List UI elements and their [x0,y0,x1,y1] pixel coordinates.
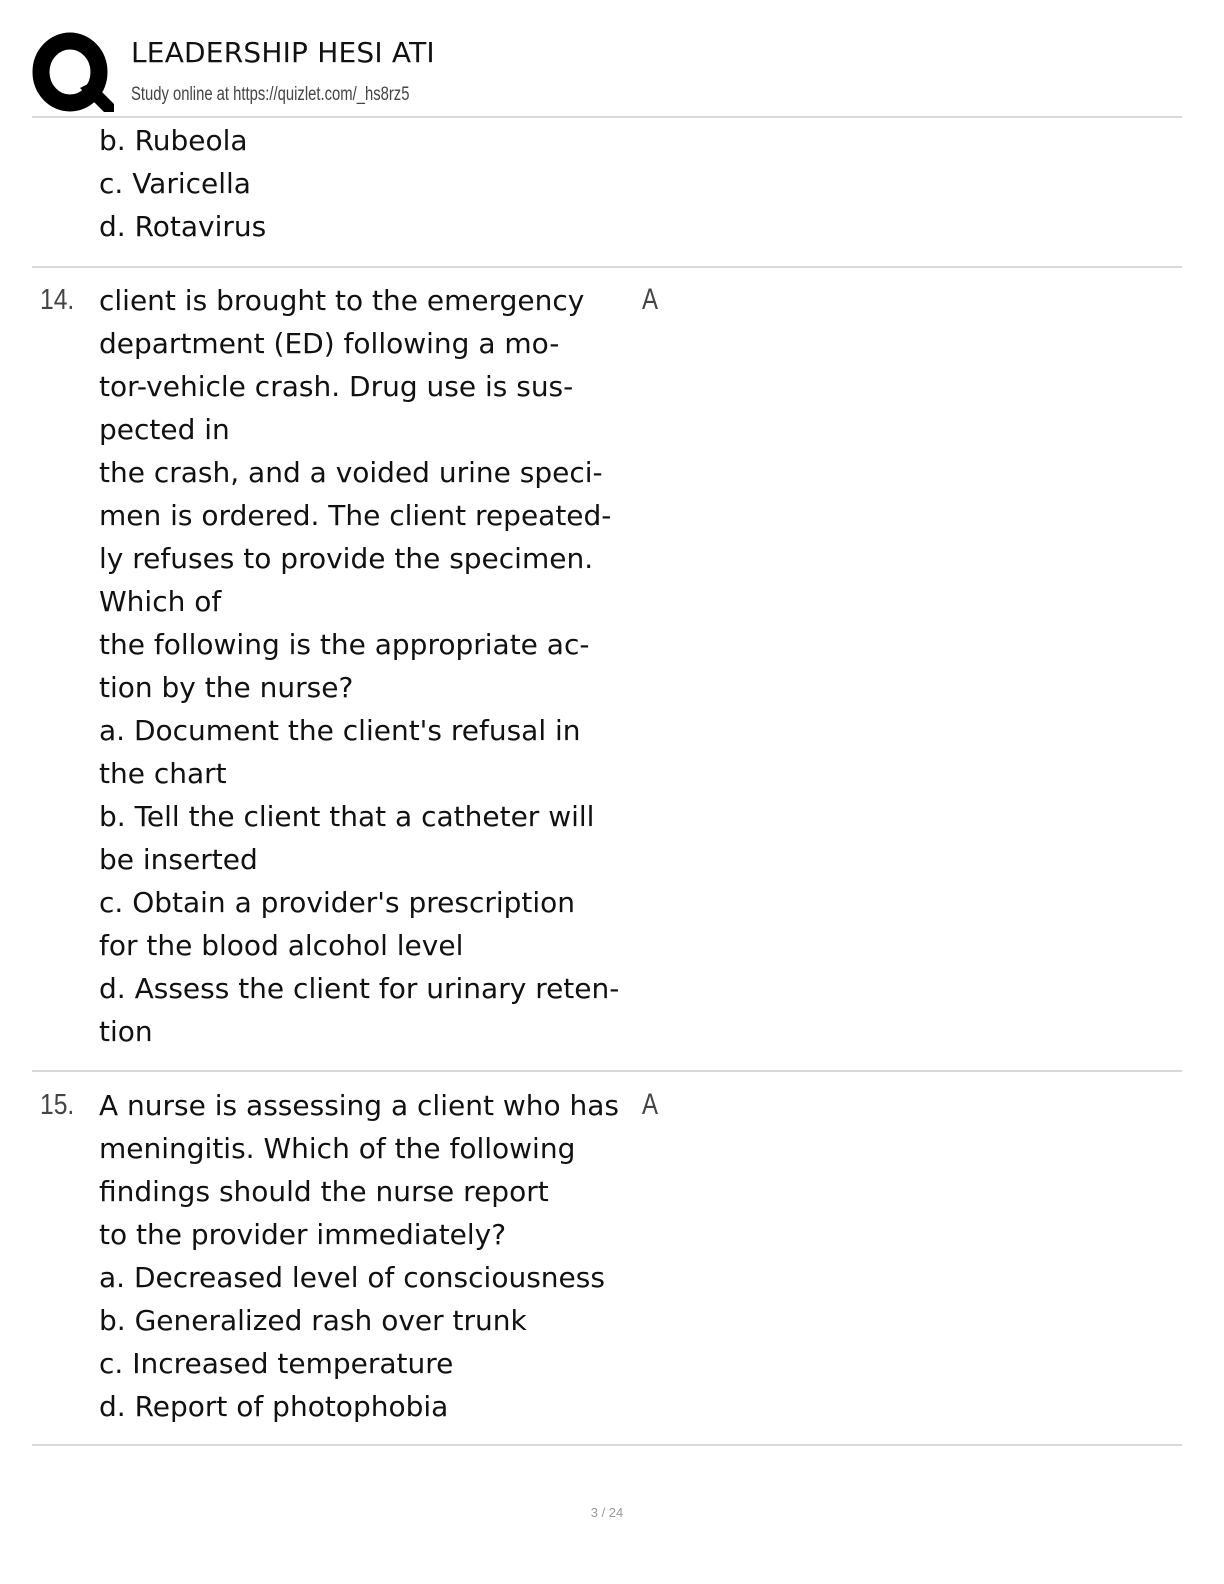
question-line: the following is the appropriate ac- [99,628,590,661]
question-15-answer: A [642,1088,659,1121]
row-divider [32,1070,1182,1072]
question-line: tion [99,1015,153,1048]
question-line: d. Assess the client for urinary reten- [99,972,620,1005]
page-header [32,28,1182,118]
question-line: client is brought to the emergency [99,284,585,317]
option-line: b. Rubeola [99,124,248,157]
question-15-text [99,1084,644,1428]
question-line: findings should the nurse report [99,1175,549,1208]
question-number: 14. [40,284,75,316]
question-14-answer: A [642,283,659,316]
option-line: d. Rotavirus [99,210,267,243]
question-line: pected in [99,413,230,446]
question-line: tor-vehicle crash. Drug use is sus- [99,370,574,403]
question-line: the chart [99,757,227,790]
question-line: b. Generalized rash over trunk [99,1304,527,1337]
header-divider [32,116,1182,118]
question-line: be inserted [99,843,258,876]
question-line: Which of [99,585,222,618]
question-line: A nurse is assessing a client who has [99,1089,620,1122]
question-line: ly refuses to provide the specimen. [99,542,594,575]
question-line: c. Increased temperature [99,1347,454,1380]
quizlet-logo-icon [32,32,114,114]
question-line: meningitis. Which of the following [99,1132,576,1165]
study-online-link[interactable]: Study online at https://quizlet.com/_hs8rz5 [131,84,410,105]
question-line: for the blood alcohol level [99,929,464,962]
question-line: a. Document the client's refusal in [99,714,581,747]
page-number: 3 / 24 [590,1505,624,1520]
question-line: c. Obtain a provider's prescription [99,886,576,919]
question-line: a. Decreased level of consciousness [99,1261,605,1294]
set-title: LEADERSHIP HESI ATI [131,36,435,69]
question-line: the crash, and a voided urine speci- [99,456,603,489]
question-line: b. Tell the client that a catheter will [99,800,595,833]
question-line: tion by the nurse? [99,671,354,704]
option-line: c. Varicella [99,167,251,200]
question-line: to the provider immediately? [99,1218,507,1251]
question-number: 15. [40,1089,75,1121]
row-divider [32,1444,1182,1446]
question-line: d. Report of photophobia [99,1390,449,1423]
continued-options [99,119,644,248]
question-line: department (ED) following a mo- [99,327,560,360]
question-line: men is ordered. The client repeated- [99,499,612,532]
row-divider [32,266,1182,268]
question-14-text [99,279,644,1053]
